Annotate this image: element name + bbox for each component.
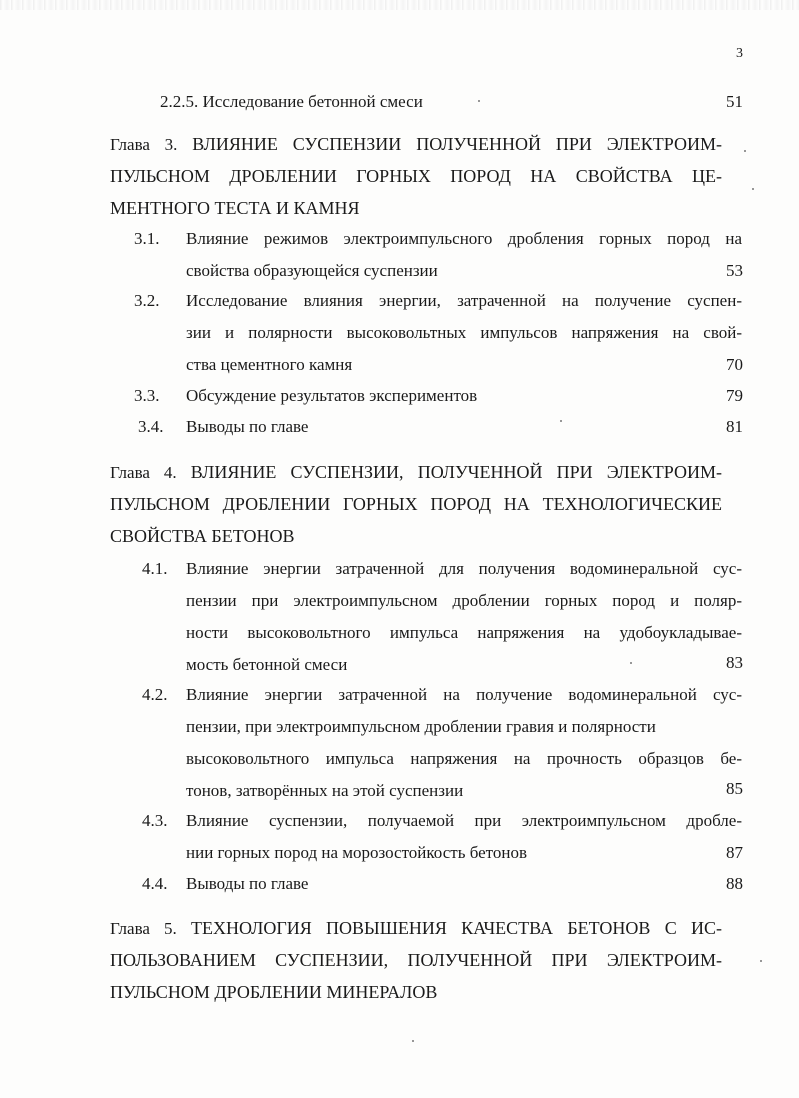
entry-title-line: Влияние энергии затраченной на получение водоминеральной сус- xyxy=(186,685,742,704)
entry-title: Выводы по главе xyxy=(186,417,309,436)
scan-speck xyxy=(760,960,762,962)
entry-title-line: Исследование влияния энергии, затраченной на получение суспен- xyxy=(186,291,742,310)
chapter-label: Глава 5. xyxy=(110,919,177,938)
entry-page: 79 xyxy=(726,386,743,405)
scan-speck xyxy=(752,188,754,190)
scan-speck xyxy=(560,420,562,422)
entry-title-line: ности высоковольтного импульса напряжения на удобоукладывае- xyxy=(186,623,742,642)
entry-title-line: Влияние суспензии, получаемой при электроимпульсном дробле- xyxy=(186,811,742,830)
entry-title: Исследование бетонной смеси xyxy=(202,92,423,111)
page-number: 3 xyxy=(736,46,743,61)
chapter-title-line: ПУЛЬСНОМ ДРОБЛЕНИИ МИНЕРАЛОВ xyxy=(110,982,438,1002)
toc-entry-4-2 xyxy=(186,679,742,807)
toc-entry-3-2 xyxy=(186,285,742,381)
entry-number: 3.3. xyxy=(134,386,160,405)
scan-speck xyxy=(630,662,632,664)
toc-chapter-3 xyxy=(110,128,722,224)
entry-title-line: мость бетонной смеси xyxy=(186,655,348,674)
toc-chapter-5 xyxy=(110,912,722,1008)
entry-title: Обсуждение результатов экспериментов xyxy=(186,386,478,405)
entry-title-line: нии горных пород на морозостойкость бетонов xyxy=(186,843,528,862)
entry-page: 85 xyxy=(726,779,743,798)
entry-title: Выводы по главе xyxy=(186,874,309,893)
chapter-label: Глава 4. xyxy=(110,463,177,482)
entry-title-line: тонов, затворённых на этой суспензии xyxy=(186,781,464,800)
chapter-title-line: ВЛИЯНИЕ СУСПЕНЗИИ ПОЛУЧЕННОЙ ПРИ ЭЛЕКТРОИМ- xyxy=(192,134,722,154)
chapter-title-line: ТЕХНОЛОГИЯ ПОВЫШЕНИЯ КАЧЕСТВА БЕТОНОВ С ИС- xyxy=(191,918,722,938)
entry-title-line: Влияние энергии затраченной для получения водоминеральной сус- xyxy=(186,559,742,578)
chapter-title-line: ПОЛЬЗОВАНИЕМ СУСПЕНЗИИ, ПОЛУЧЕННОЙ ПРИ ЭЛЕКТРОИМ- xyxy=(110,950,722,970)
entry-title-line: пензии, при электроимпульсном дроблении гравия и полярности xyxy=(186,717,656,736)
scan-speck xyxy=(412,1040,414,1042)
toc-chapter-4 xyxy=(110,456,722,552)
entry-number: 3.4. xyxy=(138,417,164,436)
entry-title-line: Влияние режимов электроимпульсного дробления горных пород на xyxy=(186,229,742,248)
chapter-title-line: ПУЛЬСНОМ ДРОБЛЕНИИ ГОРНЫХ ПОРОД НА СВОЙСТВА ЦЕ- xyxy=(110,166,722,186)
entry-number: 3.1. xyxy=(134,229,160,248)
chapter-title-line: СВОЙСТВА БЕТОНОВ xyxy=(110,526,295,546)
entry-page: 87 xyxy=(726,843,743,862)
entry-number: 4.4. xyxy=(142,874,168,893)
scan-speck xyxy=(744,150,746,152)
entry-page: 88 xyxy=(726,874,743,893)
scan-speck xyxy=(478,100,480,102)
entry-title-line: пензии при электроимпульсном дроблении горных пород и поляр- xyxy=(186,591,742,610)
entry-page: 51 xyxy=(726,92,743,111)
chapter-title-line: МЕНТНОГО ТЕСТА И КАМНЯ xyxy=(110,198,360,218)
chapter-title-line: ВЛИЯНИЕ СУСПЕНЗИИ, ПОЛУЧЕННОЙ ПРИ ЭЛЕКТРОИМ- xyxy=(190,462,722,482)
entry-number: 3.2. xyxy=(134,291,160,310)
toc-entry-2-2-5 xyxy=(160,92,423,112)
entry-number: 2.2.5. xyxy=(160,92,199,111)
entry-number: 4.1. xyxy=(142,559,168,578)
entry-number: 4.3. xyxy=(142,811,168,830)
entry-page: 81 xyxy=(726,417,743,436)
scan-edge xyxy=(0,0,799,10)
toc-entry-4-1 xyxy=(186,553,742,681)
entry-title-line: зии и полярности высоковольтных импульсов напряжения на свой- xyxy=(186,323,742,342)
chapter-label: Глава 3. xyxy=(110,135,178,154)
entry-number: 4.2. xyxy=(142,685,168,704)
chapter-title-line: ПУЛЬСНОМ ДРОБЛЕНИИ ГОРНЫХ ПОРОД НА ТЕХНОЛОГИЧЕСКИЕ xyxy=(110,494,722,514)
entry-page: 53 xyxy=(726,261,743,280)
entry-page: 83 xyxy=(726,653,743,672)
entry-title-line: свойства образующейся суспензии xyxy=(186,261,438,280)
entry-title-line: высоковольтного импульса напряжения на прочность образцов бе- xyxy=(186,749,742,768)
entry-title-line: ства цементного камня xyxy=(186,355,353,374)
toc-entry-3-1 xyxy=(186,223,742,287)
entry-page: 70 xyxy=(726,355,743,374)
toc-entry-4-3 xyxy=(186,805,742,869)
